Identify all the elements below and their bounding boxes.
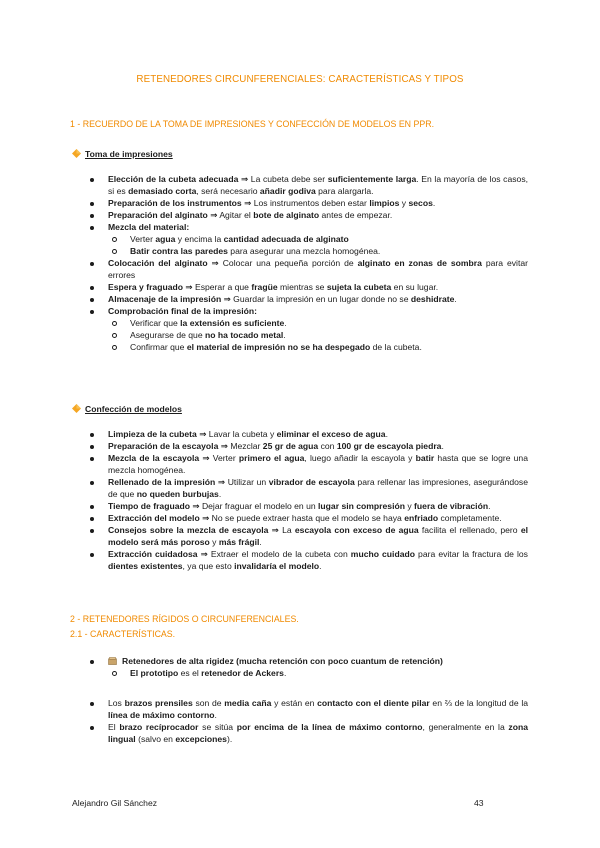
sublist-item: Confirmar que el material de impresión no se ha despegado de la cubeta. [108, 341, 528, 353]
list-item: Almacenaje de la impresión ⇒ Guardar la impresión en un lugar donde no se deshidrate. [0, 293, 600, 305]
mezcla-sublist [108, 233, 528, 257]
list-item: Limpieza de la cubeta ⇒ Lavar la cubeta y eliminar el exceso de agua. [0, 428, 600, 440]
list-item: Extracción cuidadosa ⇒ Extraer el modelo de la cubeta con mucho cuidado para evitar la fractura de los dientes existentes, ya que esto invalidaría el modelo. [0, 548, 600, 572]
list-item: El brazo recíprocador se sitúa por encima de la línea de máximo contorno, generalmente en la zona lingual (salvo en excepciones). [0, 721, 600, 745]
sublist-item: Asegurarse de que no ha tocado metal. [108, 329, 528, 341]
section-1-heading: 1 - RECUERDO DE LA TOMA DE IMPRESIONES Y CONFECCIÓN DE MODELOS EN PPR. [70, 119, 435, 129]
section-2-heading: 2 - RETENEDORES RÍGIDOS O CIRCUNFERENCIALES. [70, 614, 299, 624]
list-item: Retenedores de alta rigidez (mucha retención con poco cuantum de retención) El prototipo es el retenedor de Ackers. [0, 655, 600, 679]
list-item: Mezcla de la escayola ⇒ Verter primero el agua, luego añadir la escayola y batir hasta que se logre una mezcla homogénea. [0, 452, 600, 476]
list-item: Comprobación final de la impresión: Verificar que la extensión es suficiente. Asegurarse de que no ha tocado metal. Confirmar que el material de impresión no se ha despegado de la cubeta. [0, 305, 600, 353]
subheading-label: Toma de impresiones [85, 149, 173, 159]
subheading-label: Confección de modelos [85, 404, 182, 414]
list-item: Extracción del modelo ⇒ No se puede extraer hasta que el modelo se haya enfriado completamente. [0, 512, 600, 524]
brazos-list [0, 697, 600, 745]
list-item: Mezcla del material: Verter agua y encima la cantidad adecuada de alginato Batir contra las paredes para asegurar una mezcla homogénea. [0, 221, 600, 257]
sublist-item: Verificar que la extensión es suficiente. [108, 317, 528, 329]
sublist-item: Verter agua y encima la cantidad adecuada de alginato [108, 233, 528, 245]
list-item: Preparación de la escayola ⇒ Mezclar 25 gr de agua con 100 gr de escayola piedra. [0, 440, 600, 452]
footer-author: Alejandro Gil Sánchez [72, 798, 158, 808]
list-item: Consejos sobre la mezcla de escayola ⇒ La escayola con exceso de agua facilita el rellenado, pero el modelo será más poroso y más frágil. [0, 524, 600, 548]
list-item: Tiempo de fraguado ⇒ Dejar fraguar el modelo en un lugar sin compresión y fuera de vibración. [0, 500, 600, 512]
list-item: Rellenado de la impresión ⇒ Utilizar un vibrador de escayola para rellenar las impresiones, asegurándose de que no queden burbujas. [0, 476, 600, 500]
package-icon [108, 657, 117, 665]
subheading-toma-impresiones [72, 148, 173, 160]
comprobacion-sublist [108, 317, 528, 353]
list-item: Los brazos prensiles son de media caña y están en contacto con el diente pilar en ⅔ de la longitud de la línea de máximo contorno. [0, 697, 600, 721]
footer-page-number: 43 [474, 798, 484, 808]
toma-list [0, 173, 600, 353]
list-item: Preparación del alginato ⇒ Agitar el bote de alginato antes de empezar. [0, 209, 600, 221]
sublist-item: Batir contra las paredes para asegurar una mezcla homogénea. [108, 245, 528, 257]
list-item: Espera y fraguado ⇒ Esperar a que fragüe mientras se sujeta la cubeta en su lugar. [0, 281, 600, 293]
list-item: Preparación de los instrumentos ⇒ Los instrumentos deben estar limpios y secos. [0, 197, 600, 209]
confeccion-list [0, 428, 600, 572]
orange-diamond-icon [72, 149, 81, 158]
subheading-confeccion-modelos [72, 403, 182, 415]
list-item: Colocación del alginato ⇒ Colocar una pequeña porción de alginato en zonas de sombra para evitar errores [0, 257, 600, 281]
list-item: Elección de la cubeta adecuada ⇒ La cubeta debe ser suficientemente larga. En la mayoría de los casos, si es demasiado corta, será necesario añadir godiva para alargarla. [0, 173, 600, 197]
rigidos-list [0, 655, 600, 679]
document-title: RETENEDORES CIRCUNFERENCIALES: CARACTERÍSTICAS Y TIPOS [136, 74, 464, 85]
section-2-1-heading: 2.1 - CARACTERÍSTICAS. [70, 629, 176, 639]
orange-diamond-icon [72, 404, 81, 413]
sublist-item: El prototipo es el retenedor de Ackers. [108, 667, 528, 679]
rigidos-sublist [108, 667, 528, 679]
